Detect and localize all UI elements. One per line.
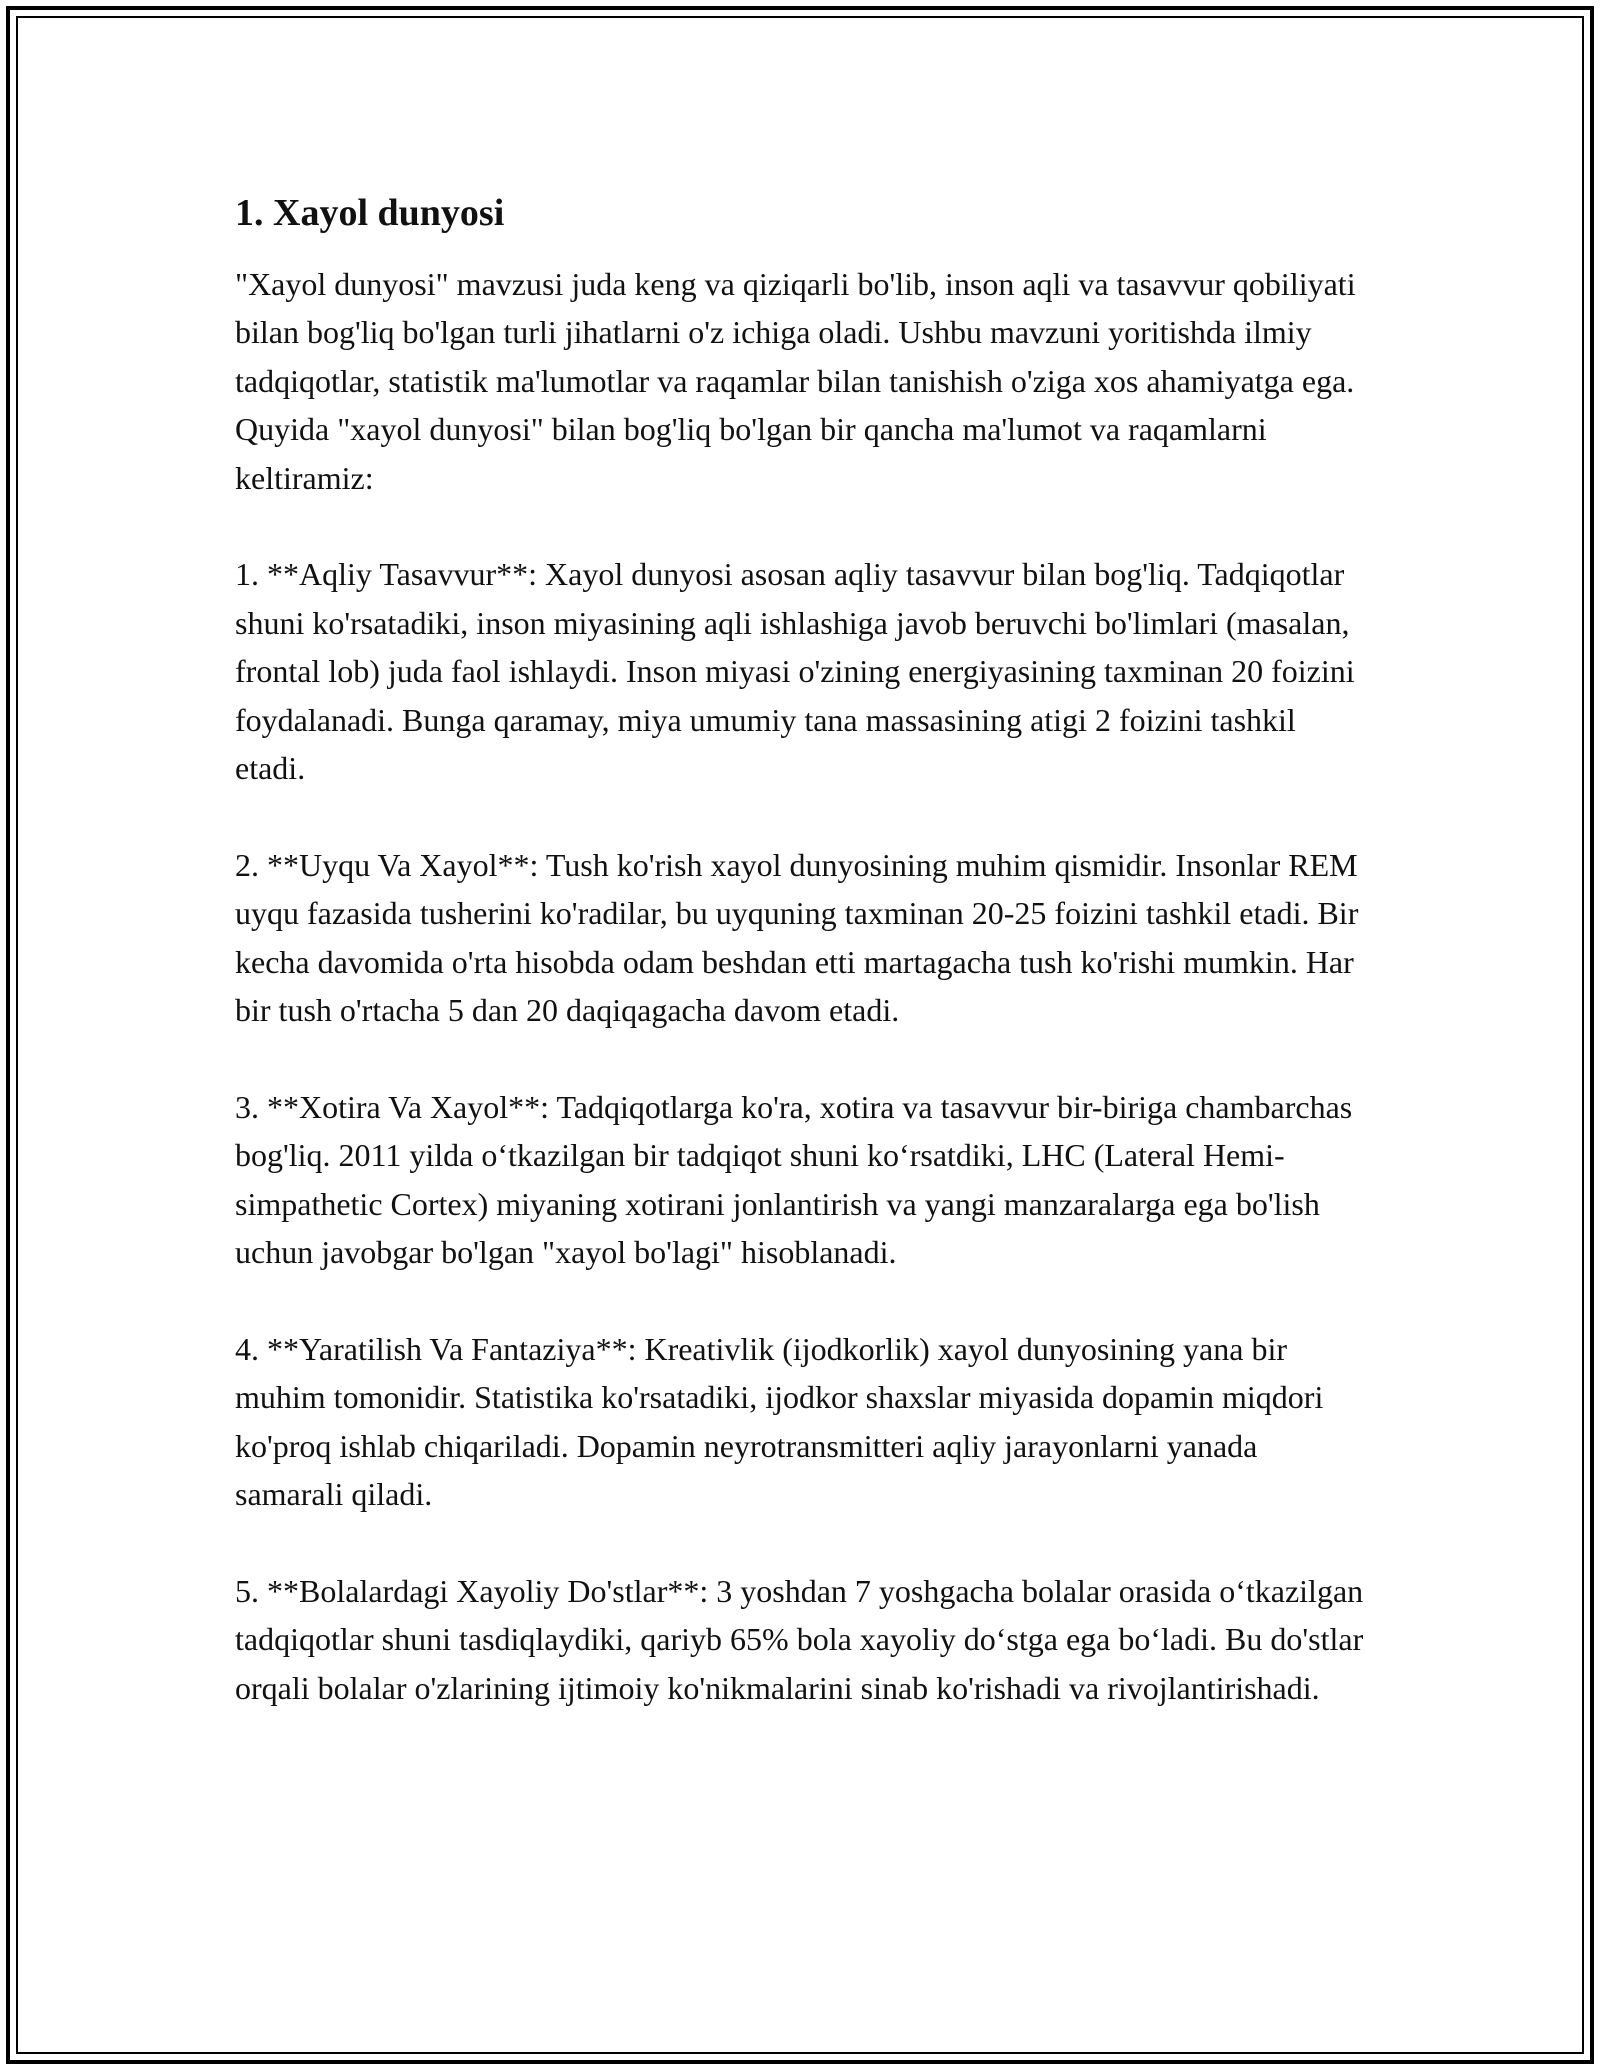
paragraph-2: 2. **Uyqu Va Xayol**: Tush ko'rish xayol dunyosining muhim qismidir. Insonlar REM uyqu fazasida tusherini ko'radilar, bu uyquning taxminan 20-25 foizini tashkil etadi. Bir kecha davomida o'rta hisobda odam beshdan etti martagacha tush ko'rishi mumkin. Har bir tush o'rtacha 5 dan 20 daqiqagacha davom etadi. <box>235 846 1359 1029</box>
paragraph-5: 5. **Bolalardagi Xayoliy Do'stlar**: 3 yoshdan 7 yoshgacha bolalar orasida o‘tkazilgan tadqiqotlar shuni tasdiqlaydiki, qariyb 65% bola xayoliy do‘stga ega bo‘ladi. Bu do'stlar orqali bolalar o'zlarining ijtimoiy ko'nikmalarini sinab ko'rishadi va rivojlantirishadi. <box>235 1572 1364 1706</box>
intro-paragraph: "Xayol dunyosi" mavzusi juda keng va qiziqarli bo'lib, inson aqli va tasavvur qobiliyati bilan bog'liq bo'lgan turli jihatlarni o'z ichiga oladi. Ushbu mavzuni yoritishda ilmiy tadqiqotlar, statistik ma'lumotlar va raqamlar bilan tanishish o'ziga xos ahamiyatga ega. Quyida "xayol dunyosi" bilan bog'liq bo'lgan bir qancha ma'lumot va raqamlarni keltiramiz: <box>235 266 1356 496</box>
paragraph-3: 3. **Xotira Va Xayol**: Tadqiqotlarga ko'ra, xotira va tasavvur bir-biriga chambarchas bog'liq. 2011 yilda o‘tkazilgan bir tadqiqot shuni ko‘rsatdiki, LHC (Lateral Hemi-simpathetic Cortex) miyaning xotirani jonlantirish va yangi manzaralarga ega bo'lish uchun javobgar bo'lgan "xayol bo'lagi" hisoblanadi. <box>235 1088 1353 1271</box>
paragraph-1: 1. **Aqliy Tasavvur**: Xayol dunyosi asosan aqliy tasavvur bilan bog'liq. Tadqiqotlar shuni ko'rsatadiki, inson miyasining aqli ishlashiga javob beruvchi bo'limlari (masalan, frontal lob) juda faol ishlaydi. Inson miyasi o'zining energiyasining taxminan 20 foizini foydalanadi. Bunga qaramay, miya umumiy tana massasining atigi 2 foizini tashkil etadi. <box>235 556 1355 787</box>
page-title: 1. Xayol dunyosi <box>235 192 505 234</box>
document-body <box>235 186 1370 1761</box>
paragraph-4: 4. **Yaratilish Va Fantaziya**: Kreativlik (ijodkorlik) xayol dunyosining yana bir muhim tomonidir. Statistika ko'rsatadiki, ijodkor shaxslar miyasida dopamin miqdori ko'proq ishlab chiqariladi. Dopamin neyrotransmitteri aqliy jarayonlarni yanada samarali qiladi. <box>235 1330 1324 1513</box>
